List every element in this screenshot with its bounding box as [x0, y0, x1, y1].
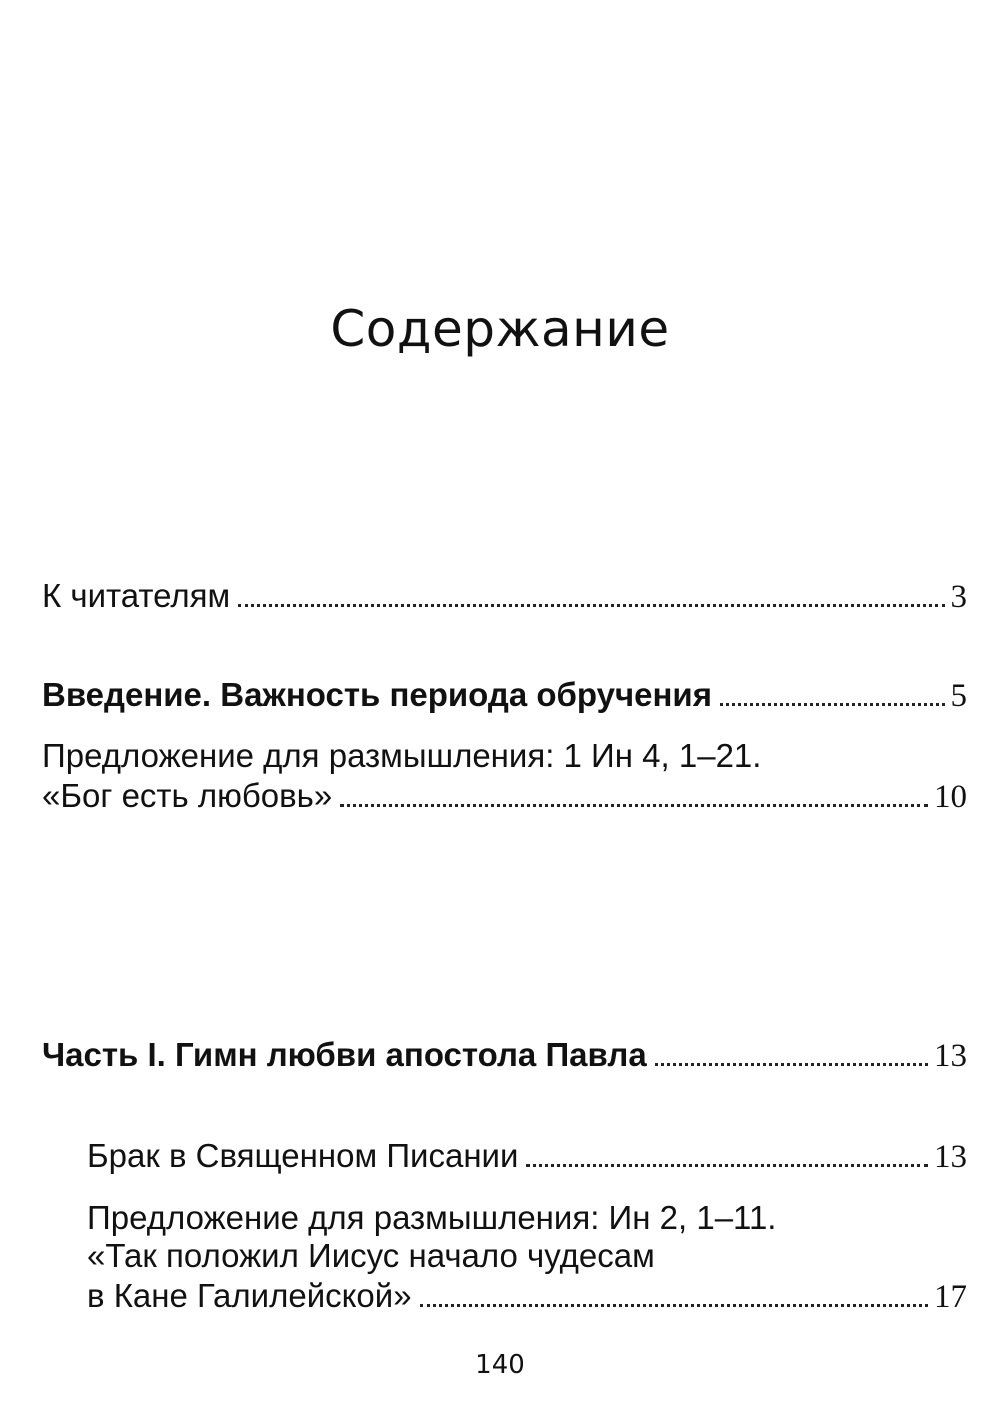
toc-entry-last-line: [87, 1274, 967, 1319]
toc-entry-title-line: «Так положил Иисус начало чудесам: [87, 1237, 655, 1274]
toc-page-number: 10: [934, 779, 967, 815]
dot-leader: [340, 804, 928, 807]
dot-leader: [238, 604, 944, 607]
dot-leader: [655, 1063, 928, 1066]
toc-page-number: 3: [950, 579, 967, 615]
dot-leader: [526, 1164, 928, 1167]
toc-entry-title-line: «Бог есть любовь»: [42, 777, 333, 814]
toc-entry-title: К читателям: [42, 577, 231, 614]
toc-page-number: 13: [934, 1038, 967, 1074]
toc-entry-title-line: Предложение для размышления: 1 Ин 4, 1–21.: [42, 737, 762, 774]
toc-entry-title: Брак в Священном Писании: [87, 1137, 519, 1174]
toc-entry-title-line: в Кане Галилейской»: [87, 1277, 412, 1314]
toc-entry-last-line: [42, 774, 967, 819]
toc-entry-title: Введение. Важность периода обручения: [42, 676, 712, 713]
toc-entry-title: Часть I. Гимн любви апостола Павла: [42, 1036, 647, 1073]
toc-entry-marriage-in-scripture[interactable]: [87, 1134, 967, 1179]
page-title: Содержание: [330, 300, 670, 358]
toc-entry-title-line: Предложение для размышления: Ин 2, 1–11.: [87, 1199, 777, 1236]
toc-entry-introduction[interactable]: [42, 673, 967, 718]
toc-entry-readers[interactable]: [42, 574, 967, 619]
toc-page-number: 13: [934, 1139, 967, 1175]
page-number: 140: [475, 1350, 525, 1380]
toc-page-number: 5: [950, 678, 967, 714]
toc-page-number: 17: [934, 1279, 967, 1315]
toc-entry-part-1[interactable]: [42, 1033, 967, 1078]
dot-leader: [720, 703, 945, 706]
dot-leader: [420, 1304, 928, 1307]
